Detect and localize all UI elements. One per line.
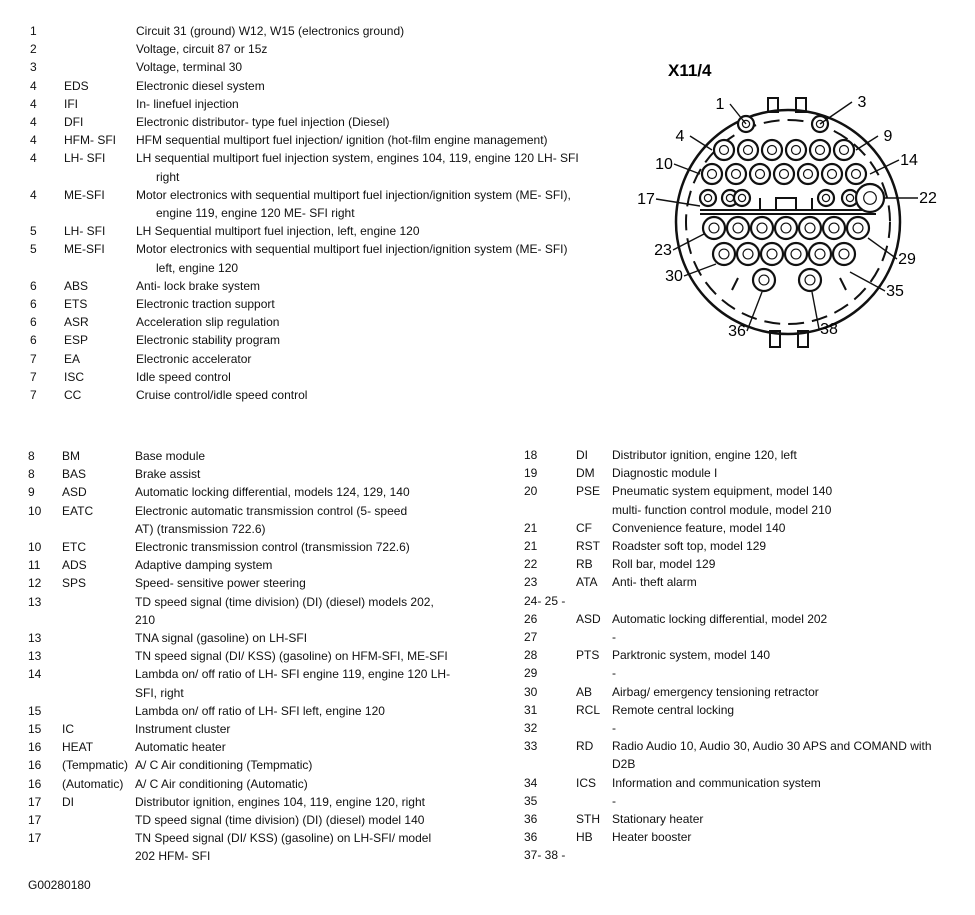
- pin-description: -: [612, 721, 616, 735]
- system-abbr: ESP: [64, 333, 89, 348]
- pin-description: Cruise control/idle speed control: [136, 388, 308, 402]
- pin-description: HFM sequential multiport fuel injection/ ignition (hot-film engine management): [136, 133, 548, 148]
- pin-description-continued: left, engine 120: [156, 260, 239, 275]
- pin-description: Automatic locking differential, models 124, 129, 140: [135, 485, 410, 500]
- pin-description: Radio Audio 10, Audio 30, Audio 30 APS and COMAND with: [612, 739, 932, 754]
- system-abbr: DFI: [64, 115, 84, 129]
- pin-number: 4: [30, 187, 37, 202]
- pin-description: TNA signal (gasoline) on LH-SFI: [135, 631, 308, 645]
- pin-cavity: [702, 164, 722, 184]
- pin-cavity: [750, 164, 770, 184]
- pin-description: Parktronic system, model 140: [612, 648, 771, 663]
- pin-description: -: [612, 630, 616, 644]
- pin-number: 21: [524, 539, 538, 553]
- pin-description: Pneumatic system equipment, model 140: [612, 484, 833, 499]
- pin-cavity: [714, 140, 734, 160]
- system-abbr: (Tempmatic): [62, 758, 129, 773]
- pin-number: 16: [28, 740, 42, 755]
- system-abbr: ME-SFI: [64, 187, 105, 202]
- callout-leader-line: [812, 292, 819, 329]
- pin-number: 7: [30, 388, 37, 402]
- system-abbr: STH: [576, 812, 600, 826]
- pin-description: Lambda on/ off ratio of LH- SFI left, engine 120: [135, 703, 385, 718]
- pin-callout-label: 38: [820, 321, 838, 338]
- pin-number: 14: [28, 667, 42, 682]
- pin-number: 6: [30, 297, 37, 311]
- system-abbr: HB: [576, 830, 593, 845]
- pin-description: Motor electronics with sequential multiport fuel injection/ignition system (ME- SFI): [136, 242, 568, 257]
- pin-number: 15: [28, 722, 42, 736]
- system-abbr: HEAT: [62, 740, 94, 755]
- pin-number: 32: [524, 721, 538, 735]
- pin-number: 8: [28, 467, 35, 482]
- pin-number: 37- 38 -: [524, 848, 566, 863]
- pin-description: Electronic diesel system: [136, 78, 265, 93]
- pin-description: Automatic heater: [135, 740, 226, 755]
- pin-number: 18: [524, 448, 538, 462]
- pin-description: Remote central locking: [612, 702, 735, 717]
- pin-number: 9: [28, 485, 35, 500]
- figure-code: G00280180: [28, 878, 91, 892]
- pin-number: 36: [524, 830, 538, 845]
- pin-description: Electronic transmission control (transmission 722.6): [135, 540, 410, 554]
- pin-description: LH Sequential multiport fuel injection, left, engine 120: [136, 224, 420, 239]
- pin-number: 16: [28, 758, 42, 773]
- pin-number: 2: [30, 42, 37, 57]
- pin-cavity: [822, 164, 842, 184]
- pin-number: 5: [30, 224, 37, 239]
- system-abbr: BM: [62, 449, 80, 463]
- system-abbr: PSE: [576, 484, 601, 499]
- pin-description: Circuit 31 (ground) W12, W15 (electronics ground): [136, 24, 405, 38]
- pin-cavity: [727, 217, 749, 239]
- callout-leader-line: [856, 136, 878, 150]
- pin-description: Distributor ignition, engine 120, left: [612, 448, 797, 462]
- callout-leader-line: [850, 272, 885, 291]
- pin-cavity: [856, 184, 884, 212]
- system-abbr: ABS: [64, 278, 89, 293]
- system-abbr: ETC: [62, 540, 86, 554]
- pin-number: 17: [28, 813, 42, 827]
- pin-description: TD speed signal (time division) (DI) (diesel) model 140: [135, 813, 425, 827]
- pin-cavity: [810, 140, 830, 160]
- system-abbr: CF: [576, 520, 592, 535]
- system-abbr: ASR: [64, 315, 89, 330]
- pin-number: 19: [524, 466, 538, 481]
- callout-leader-line: [868, 238, 897, 259]
- pin-number: 6: [30, 315, 37, 330]
- pin-number: 17: [28, 831, 42, 846]
- system-abbr: SPS: [62, 576, 87, 591]
- pin-cavity: [762, 140, 782, 160]
- pin-number: 7: [30, 369, 37, 384]
- pin-number: 28: [524, 648, 538, 663]
- pin-number: 4: [30, 151, 37, 166]
- pin-number: 24- 25 -: [524, 593, 566, 608]
- pin-cavity: [846, 164, 866, 184]
- pin-number: 3: [30, 60, 37, 75]
- pin-description: Anti- lock brake system: [136, 278, 261, 293]
- pin-description: Brake assist: [135, 467, 201, 482]
- system-abbr: EDS: [64, 78, 89, 93]
- pin-description: Distributor ignition, engines 104, 119, engine 120, right: [135, 794, 425, 809]
- pin-cavity: [818, 190, 834, 206]
- pin-description: Electronic traction support: [136, 297, 275, 311]
- pin-description: In- linefuel injection: [136, 96, 239, 111]
- pin-description: Roll bar, model 129: [612, 557, 716, 572]
- system-abbr: BAS: [62, 467, 87, 482]
- pin-number: 15: [28, 703, 42, 718]
- system-abbr: CC: [64, 388, 82, 402]
- pin-cavity: [786, 140, 806, 160]
- system-abbr: (Automatic): [62, 776, 124, 791]
- pin-description: TN Speed signal (DI/ KSS) (gasoline) on LH-SFI/ model: [135, 831, 432, 846]
- pin-callout-label: 14: [900, 152, 918, 169]
- system-abbr: HFM- SFI: [64, 133, 116, 148]
- pin-cavity: [799, 269, 821, 291]
- pin-callout-label: 36: [728, 323, 746, 340]
- pin-number: 17: [28, 794, 42, 809]
- pin-cavity: [726, 164, 746, 184]
- system-abbr: ASD: [62, 485, 87, 500]
- pin-number: 4: [30, 115, 37, 129]
- pin-number: 30: [524, 684, 538, 699]
- pin-number: 34: [524, 775, 538, 790]
- pin-description: Idle speed control: [136, 369, 231, 384]
- connector-title: X11/4: [668, 61, 712, 80]
- system-abbr: RD: [576, 739, 594, 754]
- pin-description: Lambda on/ off ratio of LH- SFI engine 119, engine 120 LH-: [135, 667, 451, 682]
- pin-description-continued: right: [156, 169, 180, 184]
- pin-description: Motor electronics with sequential multiport fuel injection/ignition system (ME- SFI),: [136, 187, 571, 202]
- pin-description: -: [612, 666, 616, 681]
- pin-description: Electronic automatic transmission control (5- speed: [135, 503, 408, 518]
- pin-description: A/ C Air conditioning (Automatic): [135, 776, 308, 791]
- pin-number: 1: [30, 24, 37, 38]
- pin-description: Electronic stability program: [136, 333, 281, 348]
- system-abbr: ADS: [62, 558, 87, 573]
- system-abbr: RB: [576, 557, 593, 572]
- system-abbr: DI: [576, 448, 588, 462]
- pin-cavity: [774, 164, 794, 184]
- pin-cavity: [700, 190, 716, 206]
- pin-callout-label: 35: [886, 283, 904, 300]
- pin-number: 12: [28, 576, 42, 591]
- pin-number: 8: [28, 449, 35, 463]
- pin-number: 5: [30, 242, 37, 257]
- system-abbr: DI: [62, 794, 74, 809]
- pin-description-continued: D2B: [612, 757, 636, 772]
- pin-description-continued: engine 119, engine 120 ME- SFI right: [156, 206, 355, 220]
- pin-cavity: [761, 243, 783, 265]
- system-abbr: ETS: [64, 297, 88, 311]
- pin-cavity: [799, 217, 821, 239]
- pin-number: 4: [30, 78, 37, 93]
- pin-callout-label: 22: [919, 190, 937, 207]
- system-abbr: IC: [62, 722, 74, 736]
- pin-cavity: [738, 140, 758, 160]
- pin-description: Stationary heater: [612, 812, 704, 826]
- pin-description: Information and communication system: [612, 775, 821, 790]
- system-abbr: ME-SFI: [64, 242, 105, 257]
- pin-description: Airbag/ emergency tensioning retractor: [612, 684, 819, 699]
- pin-cavity: [775, 217, 797, 239]
- pin-cavity: [785, 243, 807, 265]
- pin-description: Voltage, circuit 87 or 15z: [136, 42, 268, 57]
- pin-description: Heater booster: [612, 830, 692, 845]
- pin-number: 27: [524, 630, 538, 644]
- pin-description-continued: SFI, right: [135, 685, 184, 700]
- pin-description: Base module: [135, 449, 206, 463]
- system-abbr: EATC: [62, 503, 94, 518]
- system-abbr: EA: [64, 351, 81, 366]
- pin-number: 35: [524, 793, 538, 808]
- pin-cavity: [798, 164, 818, 184]
- pin-description: Diagnostic module I: [612, 466, 718, 481]
- pin-number: 22: [524, 557, 538, 572]
- pin-number: 20: [524, 484, 538, 499]
- pin-callout-label: 1: [715, 96, 725, 113]
- pin-number: 23: [524, 575, 538, 590]
- system-abbr: LH- SFI: [64, 224, 106, 239]
- pin-number: 33: [524, 739, 538, 754]
- pin-description: Voltage, terminal 30: [136, 60, 243, 75]
- pin-description: TD speed signal (time division) (DI) (diesel) models 202,: [135, 594, 434, 609]
- pin-cavity: [751, 217, 773, 239]
- pin-callout-label: 4: [675, 128, 685, 145]
- pin-description: Electronic accelerator: [136, 351, 252, 366]
- pin-cavity: [713, 243, 735, 265]
- pin-number: 6: [30, 278, 37, 293]
- system-abbr: ICS: [576, 775, 597, 790]
- system-abbr: AB: [576, 684, 593, 699]
- pin-description: TN speed signal (DI/ KSS) (gasoline) on HFM-SFI, ME-SFI: [135, 649, 448, 664]
- pin-callout-label: 17: [637, 191, 655, 208]
- pin-description: Anti- theft alarm: [612, 575, 697, 590]
- pin-cavities: [700, 116, 884, 291]
- system-abbr: ATA: [576, 575, 598, 590]
- system-abbr: IFI: [64, 96, 78, 111]
- pin-description: Acceleration slip regulation: [136, 315, 280, 330]
- pin-number: 10: [28, 540, 42, 554]
- pin-number: 21: [524, 520, 538, 535]
- pin-cavity: [703, 217, 725, 239]
- pin-description: Adaptive damping system: [135, 558, 273, 573]
- pin-description: Automatic locking differential, model 202: [612, 611, 828, 626]
- pin-cavity: [809, 243, 831, 265]
- latch-marks: [732, 278, 846, 290]
- pin-cavity: [834, 140, 854, 160]
- pin-callout-label: 10: [655, 156, 673, 173]
- pin-cavity: [847, 217, 869, 239]
- system-abbr: RCL: [576, 702, 601, 717]
- pin-number: 13: [28, 649, 42, 664]
- pin-description: -: [612, 793, 616, 808]
- pin-callout-label: 23: [654, 242, 672, 259]
- pin-callout-label: 29: [898, 251, 916, 268]
- pin-number: 13: [28, 631, 42, 645]
- pin-number: 29: [524, 666, 538, 681]
- pin-description-continued: AT) (transmission 722.6): [135, 521, 266, 536]
- key-notch: [760, 198, 812, 210]
- system-abbr: ISC: [64, 369, 85, 384]
- pin-cavity: [734, 190, 750, 206]
- system-abbr: RST: [576, 539, 600, 553]
- pin-description: Roadster soft top, model 129: [612, 539, 767, 553]
- pin-cavity: [833, 243, 855, 265]
- pin-number: 36: [524, 812, 538, 826]
- pin-description: LH sequential multiport fuel injection system, engines 104, 119, engine 120 LH- SFI: [136, 151, 579, 166]
- system-abbr: ASD: [576, 611, 601, 626]
- pin-number: 31: [524, 702, 538, 717]
- pin-description-continued: 210: [135, 612, 156, 627]
- pin-callout-label: 3: [857, 94, 867, 111]
- pin-description: Speed- sensitive power steering: [135, 576, 306, 591]
- system-abbr: PTS: [576, 648, 600, 663]
- pin-cavity: [823, 217, 845, 239]
- pin-number: 7: [30, 351, 37, 366]
- pin-callout-label: 9: [883, 128, 893, 145]
- system-abbr: LH- SFI: [64, 151, 106, 166]
- pin-description: Instrument cluster: [135, 722, 231, 736]
- pin-number: 13: [28, 594, 42, 609]
- pin-cavity: [737, 243, 759, 265]
- pin-callout-label: 30: [665, 268, 683, 285]
- pin-number: 4: [30, 96, 37, 111]
- pin-number: 26: [524, 611, 538, 626]
- pin-number: 4: [30, 133, 37, 148]
- pin-number: 16: [28, 776, 42, 791]
- pin-description: A/ C Air conditioning (Tempmatic): [135, 758, 313, 773]
- pin-cavity: [753, 269, 775, 291]
- pin-description: Electronic distributor- type fuel injection (Diesel): [136, 115, 390, 129]
- pin-number: 11: [28, 558, 41, 573]
- pin-description-continued: 202 HFM- SFI: [135, 849, 211, 864]
- pin-number: 6: [30, 333, 37, 348]
- callout-leader-line: [747, 292, 762, 331]
- row-divider: [700, 210, 876, 214]
- pin-description-continued: multi- function control module, model 210: [612, 502, 832, 517]
- system-abbr: DM: [576, 466, 595, 481]
- pin-description: Convenience feature, model 140: [612, 520, 786, 535]
- pin-number: 10: [28, 503, 42, 518]
